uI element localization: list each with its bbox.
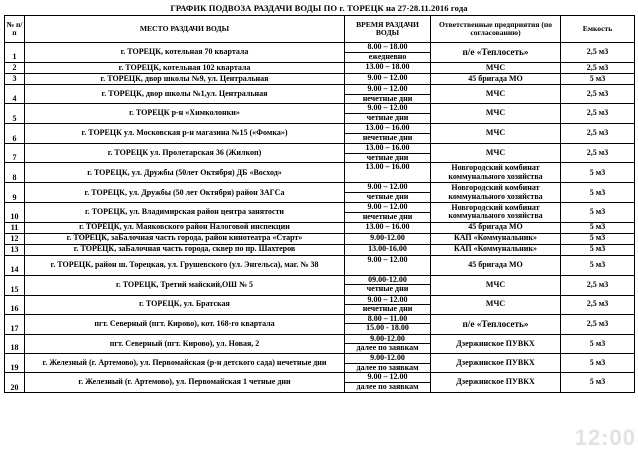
row-time	[345, 295, 431, 314]
row-responsible	[431, 144, 561, 163]
row-number: 16	[5, 295, 25, 314]
row-place: г. ТОРЕЦК, район ш. Торецкая, ул. Грушевского (ул. Энгельса), маг. № 38	[25, 255, 345, 275]
row-volume: 2,5 м3	[561, 275, 635, 295]
row-responsible	[431, 163, 561, 183]
row-responsible	[431, 104, 561, 124]
row-responsible	[431, 255, 561, 275]
table-row	[5, 353, 635, 372]
table-row	[5, 63, 635, 74]
row-responsible	[431, 85, 561, 104]
row-time-note: четные дни	[345, 153, 430, 163]
row-time-note: далее по заявкам	[345, 363, 430, 373]
row-number: 3	[5, 74, 25, 85]
row-time-main: 9.00 – 12.00	[367, 202, 408, 212]
row-time-note: четные дни	[345, 192, 430, 202]
row-responsible-line: 45 бригада МО	[468, 73, 523, 83]
row-place: г. ТОРЕЦК, двор школы №1,ул. Центральная	[25, 85, 345, 104]
header-time: ВРЕМЯ РАЗДАЧИ ВОДЫ	[345, 16, 431, 43]
table-row	[5, 222, 635, 233]
row-place: г. ТОРЕЦК, ул. Братская	[25, 295, 345, 314]
table-row	[5, 74, 635, 85]
row-responsible	[431, 334, 561, 353]
row-volume: 5 м3	[561, 334, 635, 353]
row-time	[345, 85, 431, 104]
row-time	[345, 233, 431, 244]
row-responsible-line: коммунального хозяйства	[448, 191, 543, 201]
row-time	[345, 74, 431, 85]
row-number: 18	[5, 334, 25, 353]
row-time-main: 13.00-16.00	[368, 244, 407, 253]
row-number: 15	[5, 275, 25, 295]
row-responsible-line: п/е «Теплосеть»	[462, 47, 529, 58]
row-time-main: 13.00 – 16.00	[365, 123, 410, 133]
row-time	[345, 334, 431, 353]
water-schedule-table	[4, 15, 635, 393]
row-place: пгт. Северный (пгт. Кирово), ул. Новая, 2	[25, 334, 345, 353]
row-place: г. Железный (г. Артемово), ул. Первомайская (р-н детского сада) нечетные дни	[25, 353, 345, 372]
row-time-main: 13.00 – 16.00	[365, 222, 410, 231]
row-time	[345, 43, 431, 63]
row-volume: 5 м3	[561, 222, 635, 233]
table-row	[5, 85, 635, 104]
row-responsible-line: МЧС	[485, 88, 506, 98]
row-place: г. ТОРЕЦК, двор школы №9, ул. Центральная	[25, 74, 345, 85]
row-place: г. ТОРЕЦК, ул. Маяковского район Налоговой инспекции	[25, 222, 345, 233]
row-number: 12	[5, 233, 25, 244]
row-responsible	[431, 373, 561, 393]
table-row	[5, 203, 635, 222]
row-volume: 2,5 м3	[561, 124, 635, 144]
row-place: г. ТОРЕЦК, ул. Дружбы (50 лет Октября) район ЗАГСа	[25, 183, 345, 203]
row-time	[345, 275, 431, 295]
row-time-main: 13.00 – 16.00	[365, 162, 410, 172]
watermark-text: 12:00	[574, 425, 636, 450]
row-responsible-line: Дзержинское ПУВКХ	[456, 377, 535, 387]
row-responsible	[431, 124, 561, 144]
row-responsible-line: МЧС	[485, 108, 506, 118]
row-place: г. ТОРЕЦК, заБалочная часть города, сквер по пр. Шахтеров	[25, 244, 345, 255]
row-time-note: далее по заявкам	[345, 382, 430, 392]
row-time	[345, 244, 431, 255]
row-volume: 5 м3	[561, 74, 635, 85]
row-number: 19	[5, 353, 25, 372]
row-place: г. Железный (г. Артемово), ул. Первомайская 1 четные дни	[25, 373, 345, 393]
row-volume: 2,5 м3	[561, 85, 635, 104]
row-responsible-line: Дзержинское ПУВКХ	[456, 338, 535, 348]
row-number: 1	[5, 43, 25, 63]
row-number: 7	[5, 144, 25, 163]
row-responsible-line: коммунального хозяйства	[448, 211, 543, 221]
row-time	[345, 314, 431, 334]
row-time-note: четные дни	[345, 113, 430, 123]
header-num: № п/п	[5, 16, 25, 43]
row-responsible-line: Новгородский комбинат	[451, 163, 540, 173]
row-time	[345, 124, 431, 144]
row-responsible-line: МЧС	[485, 147, 506, 157]
row-time-note: нечетные дни	[345, 133, 430, 143]
table-row	[5, 255, 635, 275]
row-place: г. ТОРЕЦК, заБалочная часть города, район кинотеатра «Старт»	[25, 233, 345, 244]
row-responsible	[431, 244, 561, 255]
row-time-main: 8.00 – 11.00	[367, 314, 408, 323]
row-responsible-line: МЧС	[485, 62, 506, 72]
row-time-main: 9.00-12.00	[370, 353, 405, 362]
row-responsible	[431, 295, 561, 314]
row-place: г. ТОРЕЦК, котельная 102 квартала	[25, 63, 345, 74]
table-row	[5, 295, 635, 314]
row-volume: 5 м3	[561, 203, 635, 222]
header-responsible: Ответственные предприятия (по согласованию)	[431, 16, 561, 43]
row-volume: 5 м3	[561, 244, 635, 255]
row-time	[345, 63, 431, 74]
row-responsible-line: КАП «Коммунальник»	[454, 244, 537, 254]
row-place: г. ТОРЕЦК ул. Московская р-н магазина №15 («Фомка»)	[25, 124, 345, 144]
row-time-note: далее по заявкам	[345, 343, 430, 353]
row-time	[345, 373, 431, 393]
row-number: 20	[5, 373, 25, 393]
row-time-note: ежедневно	[345, 52, 430, 62]
row-responsible-line: Новгородский комбинат	[451, 202, 540, 212]
row-volume: 5 м3	[561, 373, 635, 393]
row-number: 5	[5, 104, 25, 124]
row-time-main: 9.00 – 12.00	[367, 372, 408, 382]
row-time-main: 13.00 – 18.00	[365, 62, 410, 71]
row-number: 9	[5, 183, 25, 203]
row-place: г. ТОРЕЦК, Третий майский,ОШ № 5	[25, 275, 345, 295]
row-responsible	[431, 183, 561, 203]
row-time	[345, 163, 431, 183]
row-responsible-line: 45 бригада МО	[468, 222, 523, 232]
row-number: 4	[5, 85, 25, 104]
row-time-main: 13.00 – 16.00	[365, 143, 410, 153]
table-row	[5, 43, 635, 63]
row-number: 14	[5, 255, 25, 275]
row-volume: 2,5 м3	[561, 295, 635, 314]
row-time	[345, 255, 431, 275]
row-responsible	[431, 275, 561, 295]
row-time	[345, 104, 431, 124]
row-responsible-line: МЧС	[485, 299, 506, 309]
row-time-note: 15.00 - 18.00	[345, 323, 430, 333]
row-time-note: четные дни	[345, 284, 430, 294]
row-time	[345, 222, 431, 233]
table-row	[5, 314, 635, 334]
row-responsible	[431, 203, 561, 222]
row-volume: 5 м3	[561, 163, 635, 183]
row-time-main: 9.00-12.00	[370, 334, 405, 343]
row-time-main: 9.00-12.00	[370, 233, 405, 242]
row-responsible	[431, 233, 561, 244]
row-volume: 2,5 м3	[561, 63, 635, 74]
row-number: 11	[5, 222, 25, 233]
row-responsible-line: МЧС	[485, 128, 506, 138]
row-volume: 5 м3	[561, 183, 635, 203]
row-number: 17	[5, 314, 25, 334]
row-time-main: 9.00 – 12.00	[367, 84, 408, 93]
row-time-main: 9.00 – 12.00	[367, 182, 408, 192]
row-number: 2	[5, 63, 25, 74]
row-time-note: нечетные дни	[345, 212, 430, 222]
header-place: МЕСТО РАЗДАЧИ ВОДЫ	[25, 16, 345, 43]
row-responsible-line: Дзержинское ПУВКХ	[456, 357, 535, 367]
row-time-note: нечетные дни	[345, 94, 430, 104]
row-place: пгт. Северный (пгт. Кирово), кот. 168-го квартала	[25, 314, 345, 334]
row-volume: 2,5 м3	[561, 144, 635, 163]
table-row	[5, 244, 635, 255]
row-place: г. ТОРЕЦК р-н «Химколонки»	[25, 104, 345, 124]
header-volume: Емкость	[561, 16, 635, 43]
row-place: г. ТОРЕЦК, ул. Дружбы (50лет Октября) ДБ «Восход»	[25, 163, 345, 183]
row-time	[345, 144, 431, 163]
table-row	[5, 275, 635, 295]
row-responsible-line: 45 бригада МО	[468, 259, 523, 269]
row-place: г. ТОРЕЦК ул. Пролетарская 36 (Жилкоп)	[25, 144, 345, 163]
row-responsible-line: коммунального хозяйства	[448, 171, 543, 181]
row-volume: 2,5 м3	[561, 43, 635, 63]
row-place: г. ТОРЕЦК, ул. Владимирская район центра занятости	[25, 203, 345, 222]
table-header-row	[5, 16, 635, 43]
row-responsible-line: п/е «Теплосеть»	[462, 318, 529, 329]
table-row	[5, 233, 635, 244]
row-time	[345, 353, 431, 372]
row-time-main: 09.00-12.00	[368, 275, 407, 284]
row-number: 6	[5, 124, 25, 144]
row-responsible-line: МЧС	[485, 279, 506, 289]
row-volume: 5 м3	[561, 233, 635, 244]
row-time-main: 9.00 – 12.00	[367, 73, 408, 82]
row-place: г. ТОРЕЦК, котельная 70 квартала	[25, 43, 345, 63]
table-row	[5, 144, 635, 163]
table-row	[5, 334, 635, 353]
row-time-main: 8.00 – 18.00	[367, 42, 408, 51]
row-responsible	[431, 63, 561, 74]
table-row	[5, 104, 635, 124]
table-row	[5, 124, 635, 144]
row-time	[345, 183, 431, 203]
row-volume: 2,5 м3	[561, 104, 635, 124]
row-responsible	[431, 314, 561, 334]
row-number: 13	[5, 244, 25, 255]
table-row	[5, 183, 635, 203]
row-responsible	[431, 74, 561, 85]
row-responsible	[431, 222, 561, 233]
row-volume: 5 м3	[561, 255, 635, 275]
row-responsible	[431, 43, 561, 63]
row-time	[345, 203, 431, 222]
page-title: ГРАФИК ПОДВОЗА РАЗДАЧИ ВОДЫ ПО г. ТОРЕЦК на 27-28.11.2016 года	[170, 3, 468, 13]
row-responsible-line: Новгородский комбинат	[451, 183, 540, 193]
row-responsible-line: КАП «Коммунальник»	[454, 233, 537, 243]
table-row	[5, 373, 635, 393]
row-number: 8	[5, 163, 25, 183]
row-volume: 2,5 м3	[561, 314, 635, 334]
row-time-main: 9.00 – 12.00	[367, 295, 408, 304]
row-volume: 5 м3	[561, 353, 635, 372]
row-responsible	[431, 353, 561, 372]
row-time-main: 9.00 – 12.00	[367, 255, 408, 264]
row-time-main: 9.00 – 12.00	[367, 103, 408, 113]
table-row	[5, 163, 635, 183]
row-time-note: нечетные дни	[345, 304, 430, 314]
row-number: 10	[5, 203, 25, 222]
